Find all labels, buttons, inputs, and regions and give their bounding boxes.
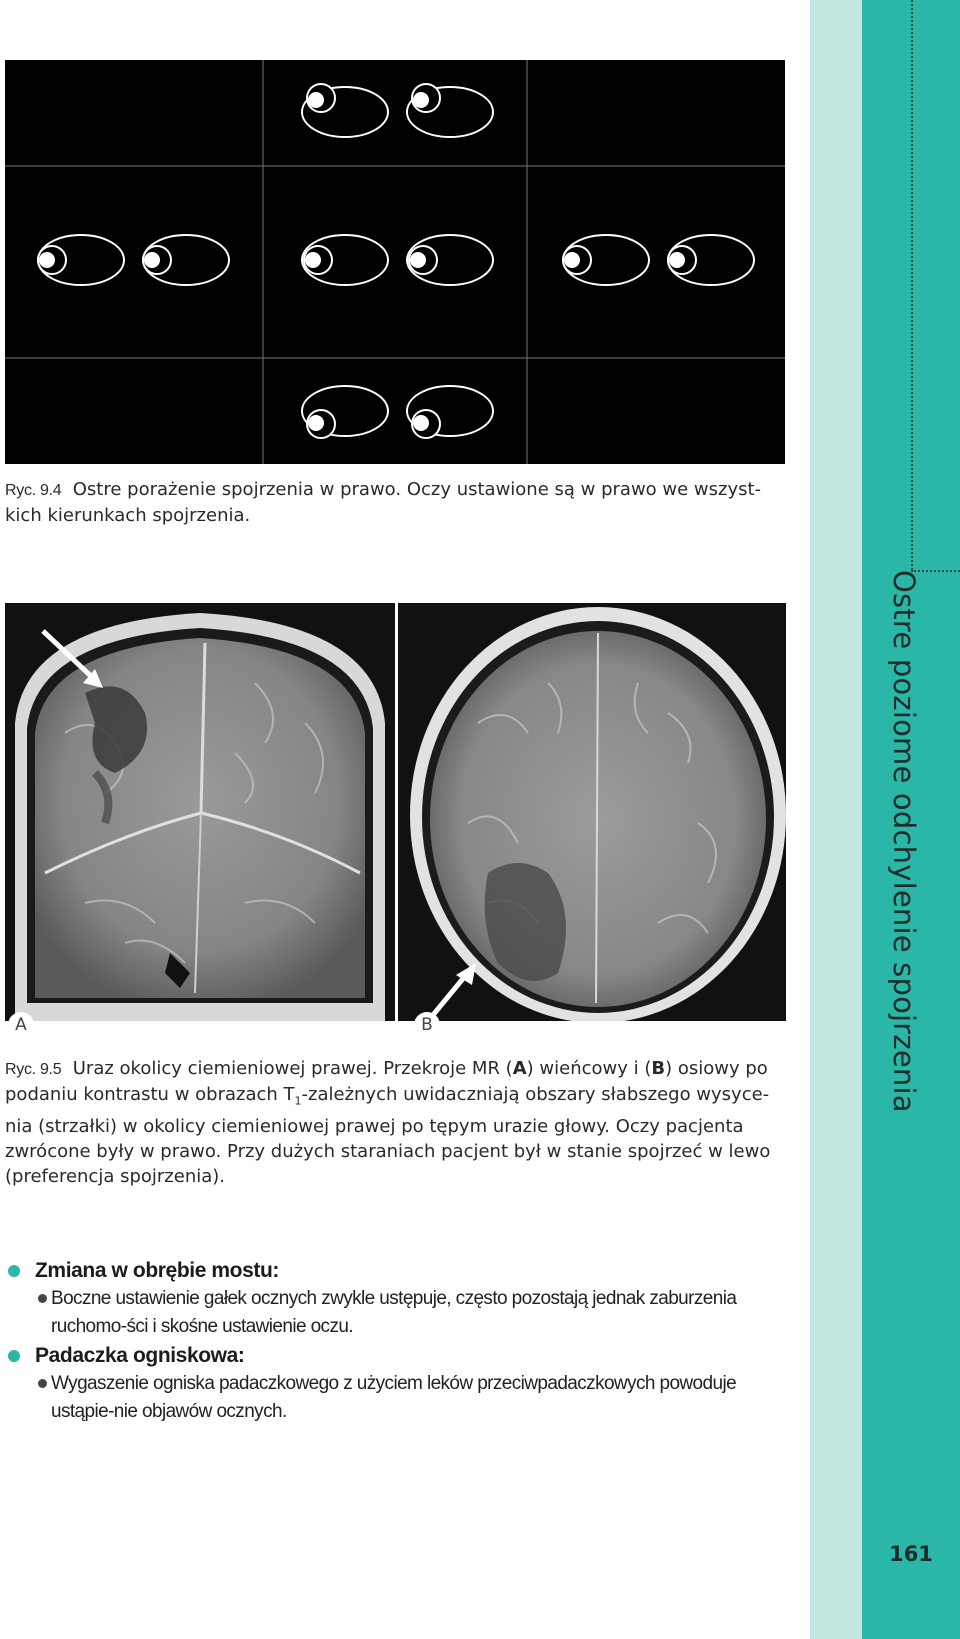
caption-subscript: 1 [294,1094,302,1108]
list-item-text: Boczne ustawienie gałek ocznych zwykle ustępuje, często pozostają jednak zaburzenia ruchomo-ści i skośne ustawienie oczu. [51,1288,737,1337]
mri-coronal-svg [5,603,395,1021]
sub-bullet-dot-icon [38,1294,47,1303]
panel-label-a: A [8,1012,34,1038]
mri-axial-image [398,603,786,1021]
list-item [5,1285,790,1341]
sub-bullet-dot-icon [38,1379,47,1388]
list-heading-text: Padaczka ogniskowa: [35,1344,245,1367]
mri-coronal-image [5,603,395,1021]
figure-9-4-label: Ryc. 9.4 [5,482,62,499]
caption-part: ) wieńcowy i ( [526,1058,652,1079]
page-number: 161 [889,1542,933,1566]
caption-bold-a: A [512,1058,527,1079]
bullet-list [5,1256,790,1426]
dotted-line-vertical [911,0,913,570]
list-heading [5,1341,790,1370]
figure-9-4-caption [5,477,787,528]
figure-9-5-label: Ryc. 9.5 [5,1061,62,1078]
bullet-dot-icon [8,1350,20,1362]
panel-label-b: B [414,1012,440,1038]
list-heading [5,1256,790,1285]
list-item [5,1370,790,1426]
list-item-text: Wygaszenie ogniska padaczkowego z użyciem leków przeciwpadaczkowych powoduje ustąpie-nie objawów ocznych. [51,1373,737,1422]
caption-part: -zależnych uwidaczniają obszary słabszego wysyce-nia (strzałki) w okolicy ciemieniowej prawej po tępym urazie głowy. Oczy pacjenta zwrócone były w prawo. Przy dużych staraniach pacjent był w stanie spojrzeć w lewo (preferencja spojrzenia). [5,1084,771,1187]
list-heading-text: Zmiana w obrębie mostu: [35,1259,279,1282]
bullet-dot-icon [8,1265,20,1277]
gaze-diagram-figure [5,60,785,464]
mri-axial-svg [398,603,786,1021]
caption-part: Uraz okolicy ciemieniowej prawej. Przekroje MR ( [72,1058,513,1079]
caption-bold-b: B [651,1058,666,1079]
side-band-light [810,0,862,1639]
figure-9-5-caption [5,1056,787,1189]
caption-part: ) osiowy po podaniu kontrastu w obrazach T [5,1058,768,1105]
gaze-diagram-svg [5,60,785,464]
figure-9-4-caption-text: Ostre porażenie spojrzenia w prawo. Oczy ustawione są w prawo we wszyst-kich kierunkach spojrzenia. [5,479,762,526]
chapter-side-title: Ostre poziome odchylenie spojrzenia [887,570,921,1113]
